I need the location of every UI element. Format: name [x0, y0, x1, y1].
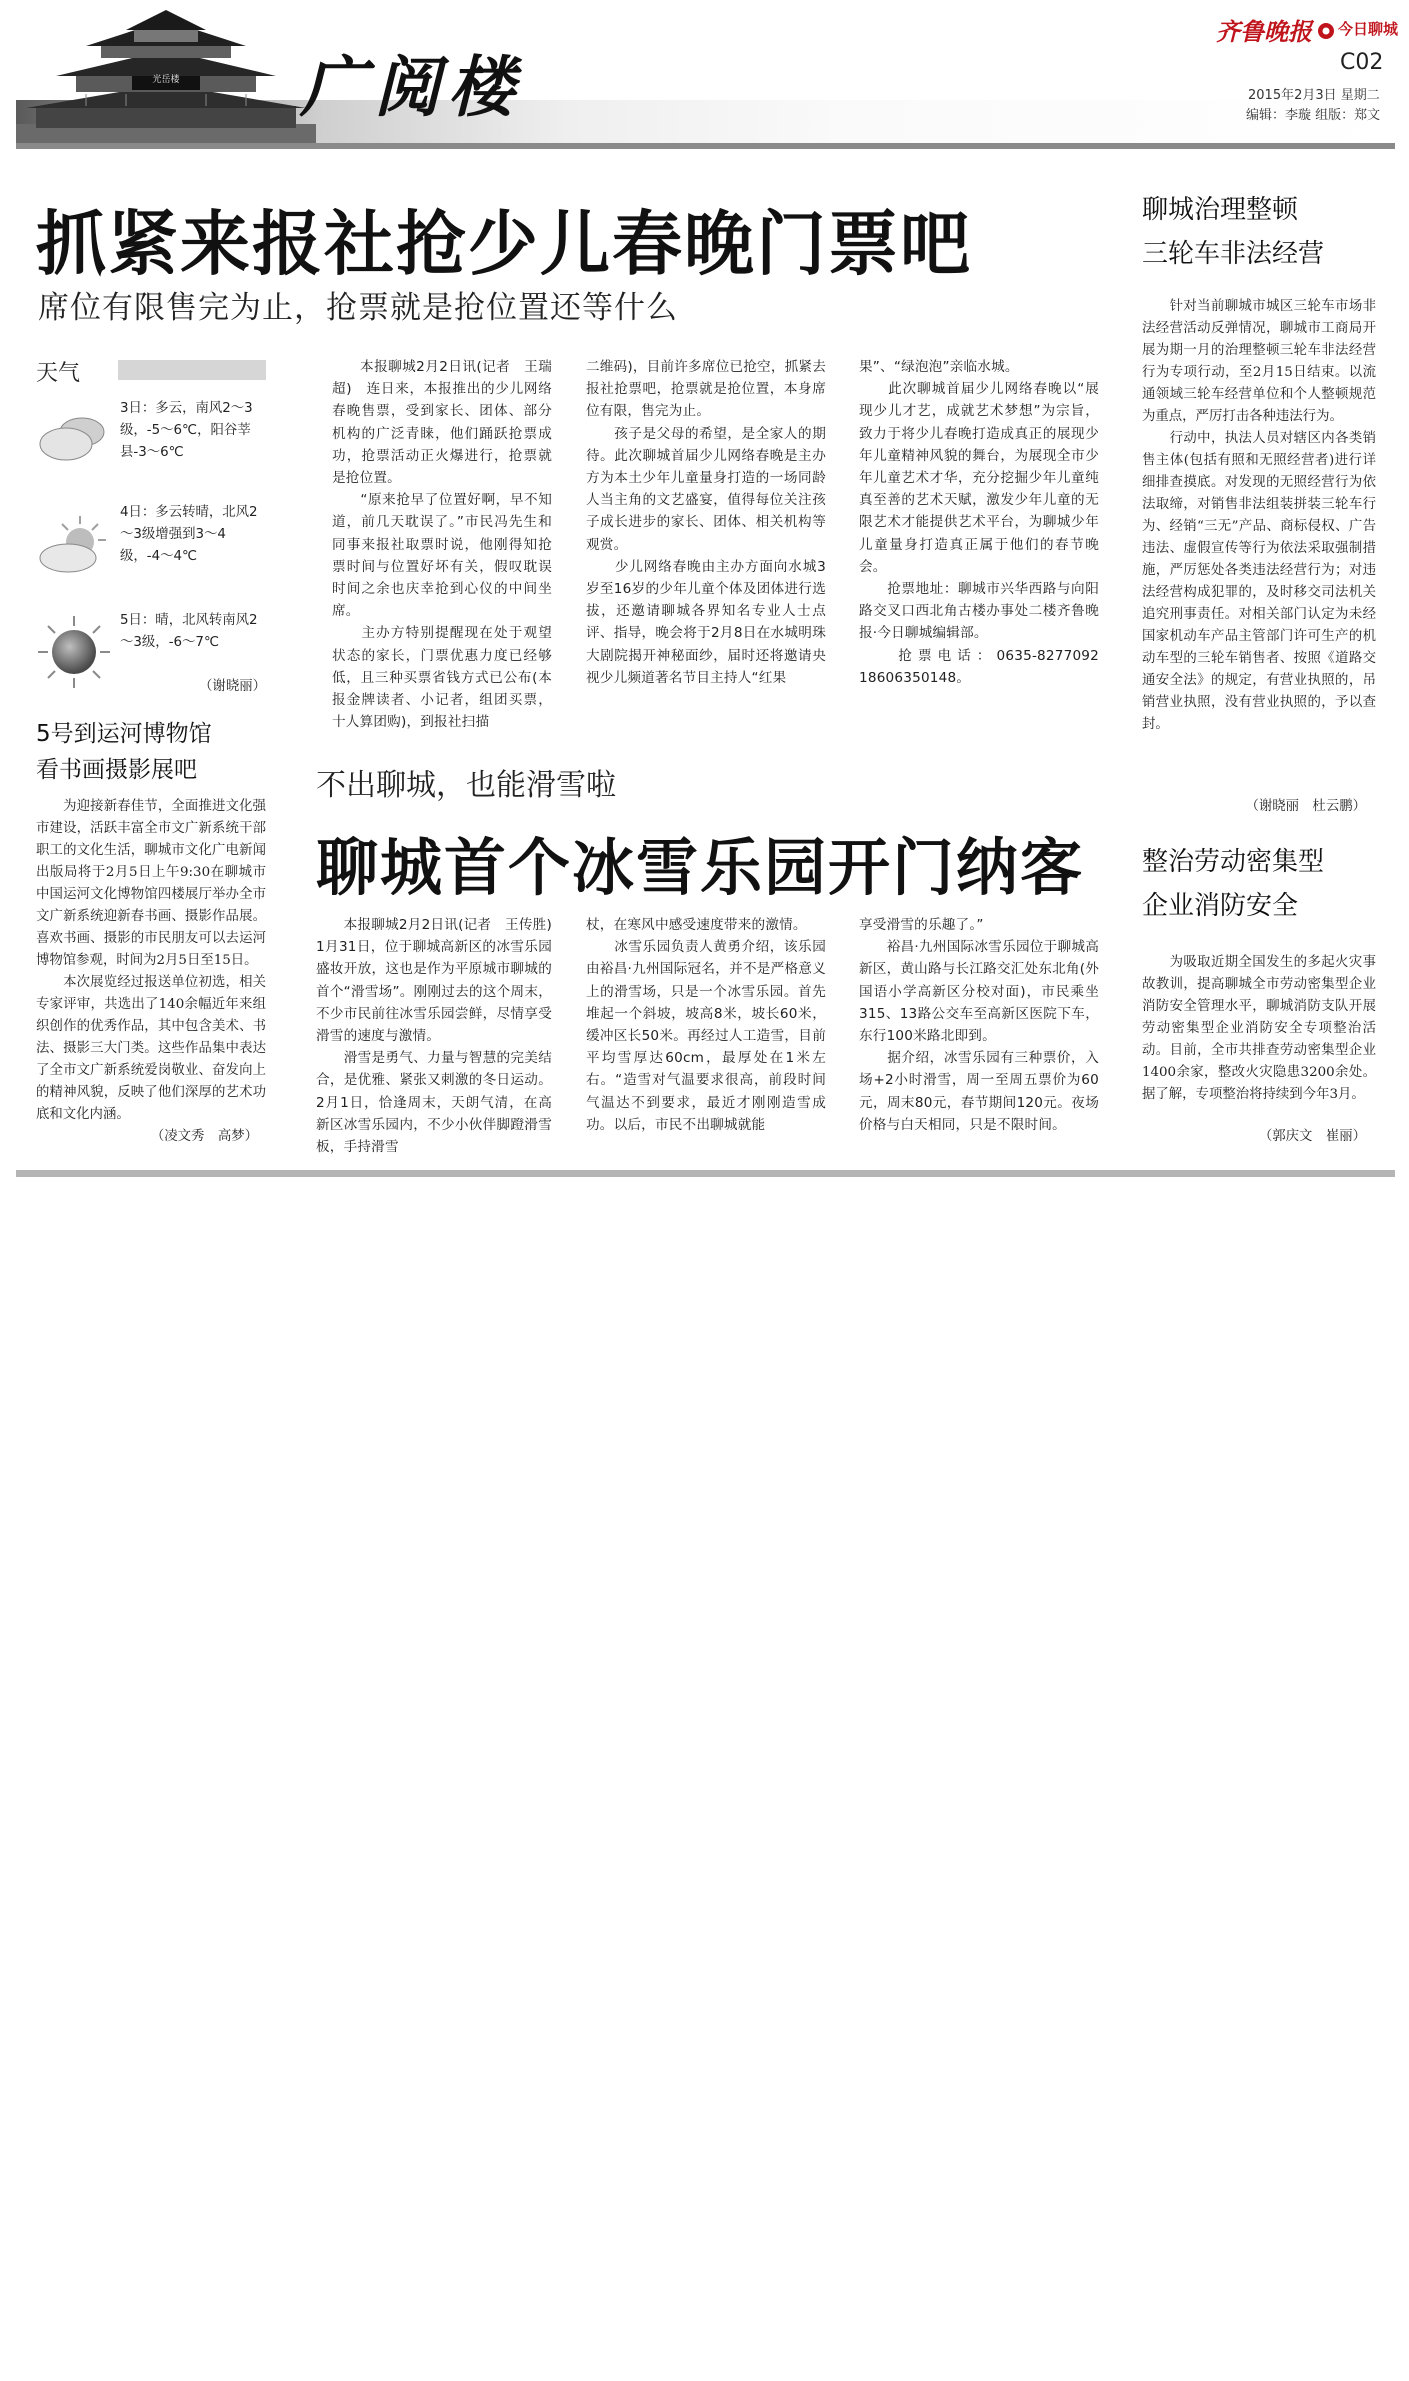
newspaper-logo-icon — [1317, 22, 1335, 40]
editor-credit: 编辑：李璇 组版：郑文 — [1246, 108, 1381, 123]
article1-headline: 抓紧来报社抢少儿春晚门票吧 — [36, 203, 972, 285]
article2-kicker: 不出聊城，也能滑雪啦 — [316, 768, 616, 803]
article2-headline: 聊城首个冰雪乐园开门纳客 — [316, 831, 1085, 904]
article1-subhead: 席位有限售完为止，抢票就是抢位置还等什么 — [38, 290, 678, 326]
article2-column-1: 本报聊城2月2日讯(记者 王传胜) 1月31日，位于聊城高新区的冰雪乐园盛妆开放，这也是作为平原城市聊城的首个“滑雪场”。刚刚过去的这个周末，不少市民前往冰雪乐园尝鲜，尽情享受滑雪的速度与激情。 滑雪是勇气、力量与智慧的完美结合，是优雅、紧张又刺激的冬日运动。2月1日，恰逢周末，天朗气清，在高新区冰雪乐园内，不少小伙伴脚蹬滑雪板，手持滑雪 — [316, 917, 552, 1156]
sidebar1-body: 针对当前聊城市城区三轮车市场非法经营活动反弹情况，聊城市工商局开展为期一月的治理整顿三轮车非法经营行为专项行动，至2月15日结束。以流通领域三轮车经营单位和个人整顿规范为重点，严厉打击各种违法行为。 行动中，执法人员对辖区内各类销售主体(包括有照和无照经营者)进行详细排查摸底。对发现的无照经营行为依法取缔，对销售非法组装拼装三轮车行为、经销“三无”产品、商标侵权、广告违法、虚假宣传等行为依法采取强制措施，严厉惩处各类违法经营行为；对违法经营构成犯罪的，及时移交司法机关追究刑事责任。对相关部门认定为未经国家机动车产品主管部门许可生产的机动车型的三轮车销售者、按照《道路交通安全法》的规定，有营业执照的，吊销营业执照，没有营业执照的，予以查封。 — [1142, 299, 1376, 732]
page-number: C02 — [1340, 50, 1384, 75]
footer-rule — [16, 1170, 1395, 1177]
edition-name: 今日聊城 — [1338, 20, 1399, 38]
sidebar2-title: 整治劳动密集型 企业消防安全 — [1142, 847, 1325, 921]
museum-title: 5号到运河博物馆 看书画摄影展吧 — [36, 721, 212, 783]
cloudy-icon — [36, 410, 114, 466]
weather-day-3: 5日：晴，北风转南风2～3级，-6～7℃ — [120, 613, 258, 650]
sunny-icon — [36, 614, 112, 690]
museum-body: 为迎接新春佳节，全面推进文化强市建设，活跃丰富全市文广新系统干部职工的文化生活，聊城市文化广电新闻出版局将于2月5日上午9:30在聊城市中国运河文化博物馆四楼展厅举办全市文广新系统迎新春书画、摄影作品展。喜欢书画、摄影的市民朋友可以去运河博物馆参观，时间为2月5日至15日。 本次展览经过报送单位初选，相关专家评审，共选出了140余幅近年来组织创作的优秀作品，其中包含美术、书法、摄影三大门类。这些作品集中表达了全市文广新系统爱岗敬业、奋发向上的精神风貌，反映了他们深厚的艺术功底和文化内涵。 — [36, 799, 266, 1122]
weather-day-2: 4日：多云转晴，北风2～3级增强到3～4级，-4～4℃ — [120, 505, 258, 564]
sidebar2-body: 为吸取近期全国发生的多起火灾事故教训，提高聊城全市劳动密集型企业消防安全管理水平，聊城消防支队开展劳动密集型企业消防安全专项整治活动。目前，全市共排查劳动密集型企业1400余家，整改火灾隐患3200余处。据了解，专项整治将持续到今年3月。 — [1142, 955, 1376, 1102]
article1-column-3: 果”、“绿泡泡”亲临水城。 此次聊城首届少儿网络春晚以“展现少儿才艺，成就艺术梦想”为宗旨，致力于将少儿春晚打造成真正的展现少年儿童精神风貌的舞台，为展现全市少年儿童艺术才华，充分挖掘少年儿童纯真至善的艺术天赋，激发少年儿童的无限艺术才能提供艺术平台，为聊城少年儿童量身打造真正属于他们的春节晚会。 抢票地址：聊城市兴华西路与向阳路交叉口西北角古楼办事处二楼齐鲁晚报·今日聊城编辑部。 抢票电话：0635-8277092 18606350148。 — [859, 359, 1099, 686]
newspaper-name: 齐鲁晚报 — [1216, 17, 1312, 46]
sidebar1-title: 聊城治理整顿 三轮车非法经营 — [1142, 195, 1325, 269]
article1-column-1: 本报聊城2月2日讯(记者 王瑞超) 连日来，本报推出的少儿网络春晚售票，受到家长、团体、部分机构的广泛青睐，他们踊跃抢票成功，抢票活动正火爆进行，抢票就是抢位置。 “原来抢早了位置好啊，早不知道，前几天耽误了。”市民冯先生和同事来报社取票时说，他刚得知抢票时间与位置好坏有关，假叹耽误时间之余也庆幸抢到心仪的中间坐席。 主办方特别提醒现在处于观望状态的家长，门票优惠力度已经够低，且三种买票省钱方式已公布(本报金牌读者、小记者，组团买票，十人算团购)，到报社扫描 — [332, 359, 552, 731]
sidebar1-byline: （谢晓丽 杜云鹏） — [1245, 799, 1366, 814]
tower-sign: 光岳楼 — [152, 75, 180, 85]
weather-label-bar — [118, 360, 266, 380]
weather-byline: （谢晓丽） — [199, 679, 266, 694]
section-title: 广阅楼 — [300, 48, 522, 126]
article2-column-3: 享受滑雪的乐趣了。” 裕昌·九州国际冰雪乐园位于聊城高新区，黄山路与长江路交汇处东北角(外国语小学高新区分校对面)，市民乘坐315、13路公交车至高新区医院下车，东行100米路北即到。 据介绍，冰雪乐园有三种票价，入场+2小时滑雪，周一至周五票价为60元，周末80元，春节期间120元。夜场价格与白天相同，只是不限时间。 — [859, 917, 1099, 1133]
issue-date: 2015年2月3日 星期二 — [1248, 88, 1380, 103]
article1-column-2: 二维码)，目前许多席位已抢空，抓紧去报社抢票吧，抢票就是抢位置，本身席位有限，售完为止。 孩子是父母的希望，是全家人的期待。此次聊城首届少儿网络春晚是主办方为本土少年儿童量身打造的一场同龄人当主角的文艺盛宴，值得每位关注孩子成长进步的家长、团体、相关机构等观赏。 少儿网络春晚由主办方面向水城3岁至16岁的少年儿童个体及团体进行选拔，还邀请聊城各界知名专业人士点评、指导，晚会将于2月8日在水城明珠大剧院揭开神秘面纱，届时还将邀请央视少儿频道著名节目主持人“红果 — [586, 359, 826, 686]
weather-label: 天气 — [36, 361, 81, 386]
article2-column-2: 杖，在寒风中感受速度带来的激情。 冰雪乐园负责人黄勇介绍，该乐园由裕昌·九州国际冠名，并不是严格意义上的滑雪场，只是一个冰雪乐园。首先堆起一个斜坡，坡高8米，坡长60米，缓冲区长50米。再经过人工造雪，目前平均雪厚达60cm，最厚处在1米左右。“造雪对气温要求很高，前段时间气温达不到要求，最近才刚刚造雪成功。以后，市民不出聊城就能 — [586, 917, 826, 1133]
sidebar2-byline: （郭庆文 崔丽） — [1258, 1129, 1366, 1144]
partly-sunny-icon — [36, 514, 114, 576]
header-rule — [16, 143, 1395, 149]
weather-day-1: 3日：多云，南风2～3级，-5～6℃，阳谷莘县-3～6℃ — [120, 401, 253, 460]
museum-byline: （凌文秀 高梦） — [150, 1129, 258, 1144]
